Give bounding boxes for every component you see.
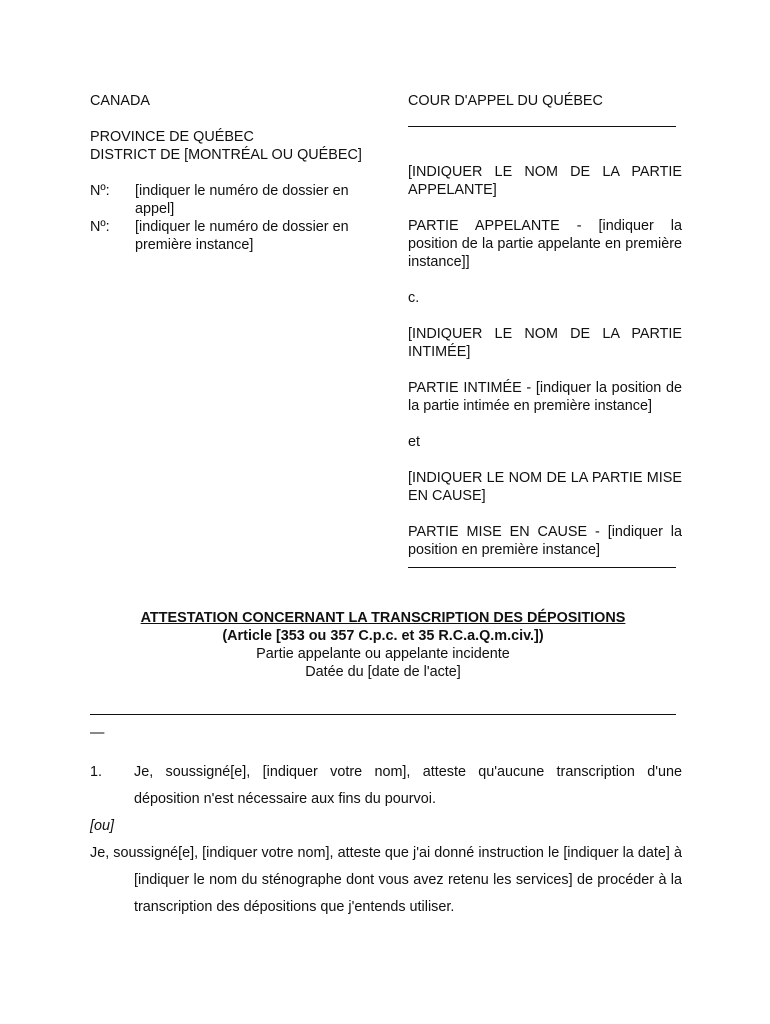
document-body — [90, 759, 682, 921]
or-option: [ou] — [90, 818, 115, 834]
separator-dash: — — [90, 725, 105, 741]
paragraph-1 — [90, 759, 682, 813]
separator-rule — [90, 714, 676, 715]
impleaded-name: [INDIQUER LE NOM DE LA PARTIE MISE EN CAUSE] — [408, 470, 682, 504]
appellant-name: [INDIQUER LE NOM DE LA PARTIE APPELANTE] — [408, 164, 682, 198]
document-title — [90, 609, 676, 681]
dossier-value: [indiquer le numéro de dossier en première instance] — [135, 219, 349, 253]
header-left — [90, 92, 362, 254]
dossier-first-instance — [90, 218, 362, 254]
respondent-role: PARTIE INTIMÉE - [indiquer la position de la partie intimée en première instance] — [408, 380, 682, 414]
court-name: COUR D'APPEL DU QUÉBEC — [408, 93, 603, 109]
dossier-appeal — [90, 182, 362, 218]
district: DISTRICT DE [MONTRÉAL OU QUÉBEC] — [90, 147, 362, 163]
divider — [408, 567, 676, 568]
title-party: Partie appelante ou appelante incidente — [256, 646, 510, 662]
title-date: Datée du [date de l'acte] — [305, 664, 461, 680]
header-right — [408, 92, 682, 568]
versus: c. — [408, 290, 420, 306]
country: CANADA — [90, 93, 150, 109]
respondent-name: [INDIQUER LE NOM DE LA PARTIE INTIMÉE] — [408, 326, 682, 360]
paragraph-number: 1. — [90, 764, 103, 780]
impleaded-role: PARTIE MISE EN CAUSE - [indiquer la position en première instance] — [408, 524, 682, 558]
title-article: (Article [353 ou 357 C.p.c. et 35 R.C.a.Q.m.civ.]) — [222, 628, 544, 644]
and-conjunction: et — [408, 434, 421, 450]
title-main: ATTESTATION CONCERNANT LA TRANSCRIPTION DES DÉPOSITIONS — [140, 610, 626, 626]
paragraph-2: Je, soussigné[e], [indiquer votre nom], atteste que j'ai donné instruction le [indiquer la date] à [indiquer le nom du sténographe dont vous avez retenu les services] de procéder à la transcription des dépositions que j'entends utiliser. — [90, 845, 682, 915]
dossier-label: Nº: — [90, 183, 110, 199]
appellant-role: PARTIE APPELANTE - [indiquer la position de la partie appelante en première instance]] — [408, 218, 682, 270]
province: PROVINCE DE QUÉBEC — [90, 129, 254, 145]
paragraph-text: Je, soussigné[e], [indiquer votre nom], atteste qu'aucune transcription d'une déposition n'est nécessaire aux fins du pourvoi. — [134, 764, 682, 807]
dossier-value: [indiquer le numéro de dossier en appel] — [135, 183, 349, 217]
dossier-label: Nº: — [90, 219, 110, 235]
